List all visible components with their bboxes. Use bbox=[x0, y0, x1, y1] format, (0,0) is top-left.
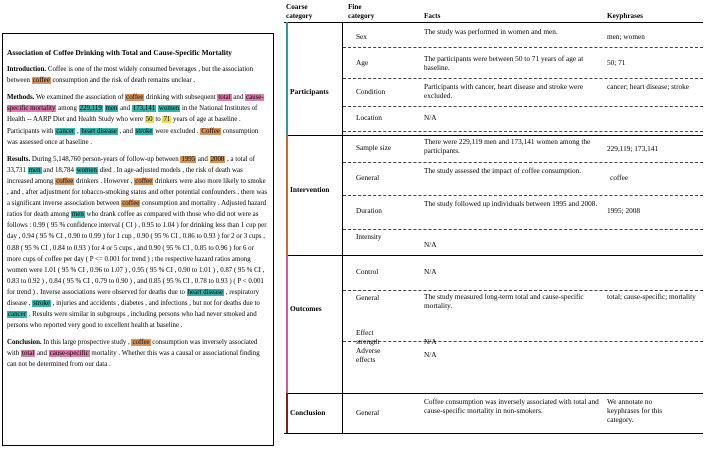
fact-duration: The study followed up individuals between 1995 and 2008. bbox=[424, 199, 598, 208]
text: We examined the association of bbox=[34, 94, 126, 102]
highlight-participant: heart disease bbox=[187, 288, 224, 296]
highlight-participant: cancer bbox=[56, 127, 75, 135]
highlight-intervention: 2008 bbox=[210, 155, 225, 163]
fact-effect-strength: N/A bbox=[424, 337, 437, 346]
highlight-participant: women bbox=[158, 105, 180, 113]
highlight-participant: cancer bbox=[8, 311, 26, 319]
highlight-age: 50 bbox=[145, 116, 153, 124]
fine-intervention-general: General bbox=[356, 173, 380, 182]
fact-sample-size: There were 229,119 men and 173,141 women among the participants. bbox=[424, 137, 591, 156]
header-facts: Facts bbox=[424, 12, 441, 20]
text: and 18,784 bbox=[41, 166, 76, 174]
fine-sex: Sex bbox=[356, 32, 367, 41]
fact-outcomes-general: The study measured long-term total and cause-specific mortality. bbox=[424, 292, 584, 311]
row-divider bbox=[343, 162, 703, 163]
text: drinkers were also more likely to smoke , and , after adjustment for tobacco-smoking status and other potential confounders , there was a significant inverse association between bbox=[7, 177, 268, 208]
fine-intensity: Intensity bbox=[356, 232, 382, 241]
coarse-conclusion: Conclusion bbox=[290, 408, 326, 417]
participants-bar bbox=[286, 22, 288, 135]
fact-adverse-effects: N/A bbox=[424, 350, 437, 359]
coarse-outcomes: Outcomes bbox=[290, 304, 322, 313]
coarse-participants: Participants bbox=[290, 87, 329, 96]
header-keyphrases: Keyphrases bbox=[607, 12, 643, 20]
row-divider bbox=[343, 78, 703, 79]
highlight-participant: 173,141 bbox=[132, 105, 156, 113]
highlight-participant: 229,119 bbox=[79, 105, 102, 113]
abstract-title: Association of Coffee Drinking with Total and Cause-Specific Mortality bbox=[7, 48, 232, 57]
group-rule bbox=[288, 393, 703, 394]
key-outcomes-general: total; cause-specific; mortality bbox=[607, 292, 696, 301]
key-intervention-general: coffee bbox=[610, 173, 629, 182]
key-age: 50; 71 bbox=[607, 58, 626, 67]
text: , and bbox=[117, 127, 135, 135]
text: In this large prospective study , bbox=[41, 339, 132, 347]
group-rule bbox=[288, 135, 703, 136]
highlight-intervention: coffee bbox=[135, 177, 153, 185]
highlight-intervention: coffee bbox=[132, 339, 150, 347]
fine-condition: Condition bbox=[356, 87, 386, 96]
fine-conclusion-general: General bbox=[356, 408, 380, 417]
text: , respiratory disease , bbox=[7, 288, 260, 307]
key-sex: men; women bbox=[607, 32, 645, 41]
fact-intensity: N/A bbox=[424, 240, 437, 249]
highlight-intervention: 1995 bbox=[181, 155, 196, 163]
highlight-participant: men bbox=[105, 105, 118, 113]
header-rule bbox=[284, 22, 703, 23]
key-sample-size: 229,119; 173,141 bbox=[607, 144, 659, 153]
conclusion-bar bbox=[286, 393, 288, 433]
text: , bbox=[75, 127, 81, 135]
text: consumption and mortality . Adjusted hazard ratios for death among bbox=[7, 200, 267, 219]
fine-outcomes-general: General bbox=[356, 293, 380, 302]
fact-intervention-general: The study assessed the impact of coffee consumption. bbox=[424, 166, 582, 175]
text: and bbox=[118, 105, 132, 113]
highlight-age: 71 bbox=[163, 116, 171, 124]
row-divider bbox=[343, 47, 703, 48]
text: drinkers . However , bbox=[74, 177, 135, 185]
highlight-intervention: coffee bbox=[126, 94, 144, 102]
text: in the National Institutes of Health -- AARP Diet and Health Study who were bbox=[7, 105, 258, 124]
text: drinking with subsequent bbox=[144, 94, 218, 102]
text: who drank coffee as compared with those who did not were as follows : 0.99 ( 95 % confidence interval ( CI ) , 0.95 to 1.04 ) for drinking less than 1 cup per day , 0.94 ( 95 % CI , 0.90 to 0.99 ) for 1 cup , 0.90 ( 95 % CI , 0.86 to 0.93 ) for 2 or 3 cups , 0.88 ( 95 % CI , 0.84 to 0.93 ) for 4 or 5 cups , and 0.90 ( 95 % CI , 0.85 to 0.96 ) for 6 or more cups of coffee per day ( P <= 0.001 for trend ) ; the respective hazard ratios among women were 1.01 ( 95 % CI , 0.96 to 1.07 ) , 0.95 ( 95 % CI , 0.90 to 1.01 ) , 0.87 ( 95 % CI , 0.83 to 0.92 ) , 0.84 ( 95 % CI , 0.79 to 0.90 ) , and 0.85 ( 95 % CI , 0.78 to 0.93 ) ( P < 0.001 for trend ) . Inverse associations were observed for deaths due to bbox=[7, 211, 267, 296]
outcomes-bar bbox=[286, 255, 288, 393]
text: and bbox=[196, 155, 210, 163]
highlight-participant: men bbox=[28, 166, 41, 174]
fact-conclusion-general: Coffee consumption was inversely associated with total and cause-specific mortality in non-smokers. bbox=[424, 397, 599, 416]
fine-sample-size: Sample size bbox=[356, 143, 392, 152]
header-coarse-category: Coarse category bbox=[286, 3, 313, 20]
text: consumption was inversely associated with bbox=[7, 339, 258, 358]
text: were excluded . bbox=[153, 127, 201, 135]
highlight-intervention: coffee bbox=[122, 200, 140, 208]
fact-location: N/A bbox=[424, 113, 437, 122]
intervention-bar bbox=[286, 135, 288, 255]
fine-effect-strength: Effect strength bbox=[356, 328, 380, 347]
highlight-participant: stroke bbox=[135, 127, 153, 135]
text: Coffee is one of the most widely consumed beverages , but the association between bbox=[7, 66, 254, 85]
row-divider bbox=[343, 290, 703, 291]
text: During 5,148,760 person-years of follow-up between bbox=[30, 155, 181, 163]
text: died . In age-adjusted models , the risk of death was increased among bbox=[7, 166, 243, 185]
key-conclusion-general: We annotate no keyphrases for this category. bbox=[607, 397, 663, 425]
key-condition: cancer; heart disease; stroke bbox=[607, 82, 690, 91]
bottom-rule bbox=[284, 433, 703, 434]
fact-condition: Participants with cancer, heart disease and stroke were excluded. bbox=[424, 82, 583, 101]
text: and bbox=[35, 350, 49, 358]
highlight-outcome: cause-specific mortality bbox=[7, 94, 264, 113]
highlight-participant: stroke bbox=[33, 299, 50, 307]
row-divider bbox=[343, 106, 703, 107]
text: , a total of 33,731 bbox=[7, 155, 256, 174]
fact-age: The participants were between 50 to 71 years of age at baseline. bbox=[424, 54, 584, 73]
results-heading: Results. bbox=[7, 155, 31, 163]
text: and bbox=[231, 94, 246, 102]
text: consumption and the risk of death remains unclear . bbox=[50, 77, 196, 85]
fine-location: Location bbox=[356, 113, 382, 122]
fine-age: Age bbox=[356, 58, 369, 67]
text: consumption was assessed once at baseline . bbox=[7, 127, 259, 146]
coarse-intervention: Intervention bbox=[290, 185, 330, 194]
conclusion-heading: Conclusion. bbox=[7, 339, 42, 347]
highlight-participant: men bbox=[71, 211, 84, 219]
header-fine-category: Fine category bbox=[348, 3, 375, 20]
highlight-outcome: cause-specific bbox=[49, 350, 89, 358]
highlight-participant: women bbox=[76, 166, 97, 174]
highlight-intervention: coffee bbox=[56, 177, 74, 185]
highlight-intervention: Coffee bbox=[201, 127, 220, 135]
group-rule bbox=[288, 255, 703, 256]
highlight-outcome: total bbox=[218, 94, 231, 102]
fine-adverse-effects: Adverse effects bbox=[356, 346, 381, 365]
highlight-participant: heart disease bbox=[81, 127, 117, 135]
fact-control: N/A bbox=[424, 267, 437, 276]
text: , injuries and accidents , diabetes , and infections , but not for deaths due to bbox=[50, 299, 260, 307]
text: years of age at baseline . Participants with bbox=[7, 116, 241, 135]
text: among bbox=[56, 105, 79, 113]
column-divider bbox=[342, 22, 343, 433]
text: mortality . Whether this was a causal or associational finding can not be determined from our data . bbox=[7, 350, 260, 369]
fact-sex: The study was performed in women and men. bbox=[424, 27, 558, 36]
highlight-intervention: coffee bbox=[32, 77, 50, 85]
methods-heading: Methods. bbox=[7, 94, 35, 102]
introduction-heading: Introduction. bbox=[7, 66, 47, 74]
fine-duration: Duration bbox=[356, 206, 382, 215]
row-divider bbox=[343, 195, 703, 196]
row-divider bbox=[343, 229, 703, 230]
row-divider bbox=[343, 131, 703, 132]
text: . Results were similar in subgroups , including persons who had never smoked and persons who reported very good to excellent health at baseline . bbox=[7, 311, 257, 330]
text: to bbox=[153, 116, 163, 124]
key-duration: 1995; 2008 bbox=[607, 206, 641, 215]
highlight-outcome: total bbox=[21, 350, 35, 358]
fine-control: Control bbox=[356, 267, 379, 276]
